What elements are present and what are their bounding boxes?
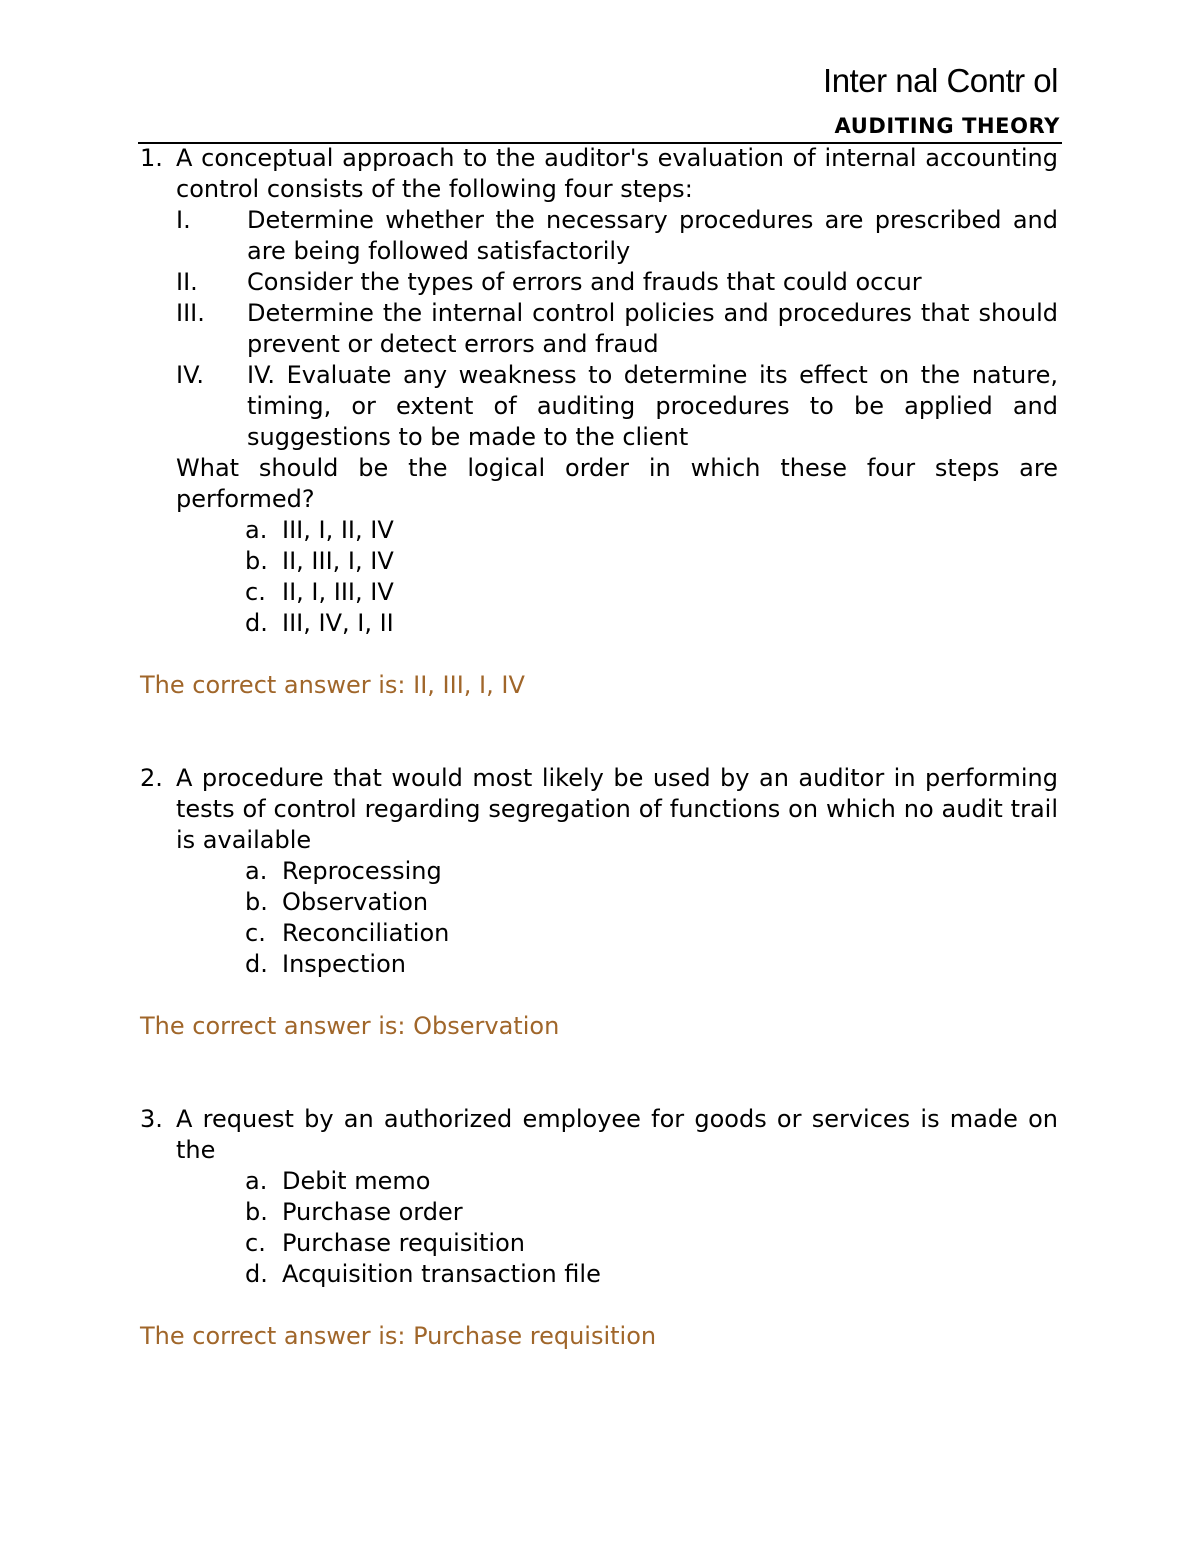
correct-answer-3: The correct answer is: Purchase requisition (140, 1322, 657, 1350)
option-b (176, 1197, 1058, 1228)
step-number: I. (176, 206, 191, 234)
question-number: 3. (140, 1105, 163, 1133)
step-number: II. (176, 268, 198, 296)
option-letter: a. (245, 1167, 268, 1195)
option-text: II, III, I, IV (282, 547, 394, 575)
step-text: Determine whether the necessary procedures are prescribed and are being followed satisfactorily (247, 206, 1058, 265)
step-item (176, 267, 1058, 298)
option-letter: b. (245, 1198, 268, 1226)
option-letter: a. (245, 857, 268, 885)
step-item (176, 360, 1058, 453)
option-d (176, 949, 1058, 980)
option-text: II, I, III, IV (282, 578, 394, 606)
question-number: 2. (140, 764, 163, 792)
step-text: Determine the internal control policies and procedures that should prevent or detect errors and fraud (247, 299, 1058, 358)
option-letter: b. (245, 888, 268, 916)
question-text: A request by an authorized employee for goods or services is made on the (176, 1105, 1058, 1164)
option-d (176, 608, 1058, 639)
option-c (176, 918, 1058, 949)
option-text: Observation (282, 888, 429, 916)
question-list (140, 143, 1058, 1352)
spacer (140, 701, 1058, 763)
question-1 (140, 143, 1058, 639)
option-b (176, 887, 1058, 918)
question-text: A conceptual approach to the auditor's evaluation of internal accounting control consists of the following four steps: (176, 144, 1058, 203)
document-title: Inter nal Contr ol (823, 62, 1058, 99)
question-follow-up: What should be the logical order in which these four steps are performed? (176, 454, 1058, 513)
option-a (176, 1166, 1058, 1197)
option-text: III, IV, I, II (282, 609, 394, 637)
option-text: Debit memo (282, 1167, 431, 1195)
step-list (176, 205, 1058, 453)
option-text: Inspection (282, 950, 406, 978)
step-text: IV. Evaluate any weakness to determine its effect on the nature, timing, or extent of auditing procedures to be applied and suggestions to be made to the client (247, 361, 1058, 451)
option-letter: d. (245, 609, 268, 637)
document-subtitle: AUDITING THEORY (834, 114, 1060, 138)
option-letter: c. (245, 1229, 266, 1257)
correct-answer-2: The correct answer is: Observation (140, 1012, 560, 1040)
option-text: Acquisition transaction file (282, 1260, 601, 1288)
option-a (176, 515, 1058, 546)
option-text: Purchase requisition (282, 1229, 525, 1257)
option-list (176, 515, 1058, 639)
option-b (176, 546, 1058, 577)
option-letter: c. (245, 578, 266, 606)
option-text: III, I, II, IV (282, 516, 394, 544)
option-text: Reconciliation (282, 919, 450, 947)
option-letter: a. (245, 516, 268, 544)
option-c (176, 577, 1058, 608)
question-text: A procedure that would most likely be used by an auditor in performing tests of control regarding segregation of functions on which no audit trail is available (176, 764, 1058, 854)
question-2 (140, 763, 1058, 980)
option-text: Reprocessing (282, 857, 442, 885)
spacer (140, 1042, 1058, 1104)
step-item (176, 298, 1058, 360)
correct-answer-1: The correct answer is: II, III, I, IV (140, 671, 525, 699)
step-item (176, 205, 1058, 267)
option-letter: b. (245, 547, 268, 575)
step-text: Consider the types of errors and frauds that could occur (247, 268, 922, 296)
question-3 (140, 1104, 1058, 1290)
option-d (176, 1259, 1058, 1290)
option-a (176, 856, 1058, 887)
option-text: Purchase order (282, 1198, 463, 1226)
option-c (176, 1228, 1058, 1259)
option-list (176, 856, 1058, 980)
step-number: IV. (176, 361, 205, 389)
question-number: 1. (140, 144, 163, 172)
option-letter: d. (245, 1260, 268, 1288)
step-number: III. (176, 299, 205, 327)
option-letter: c. (245, 919, 266, 947)
option-list (176, 1166, 1058, 1290)
option-letter: d. (245, 950, 268, 978)
